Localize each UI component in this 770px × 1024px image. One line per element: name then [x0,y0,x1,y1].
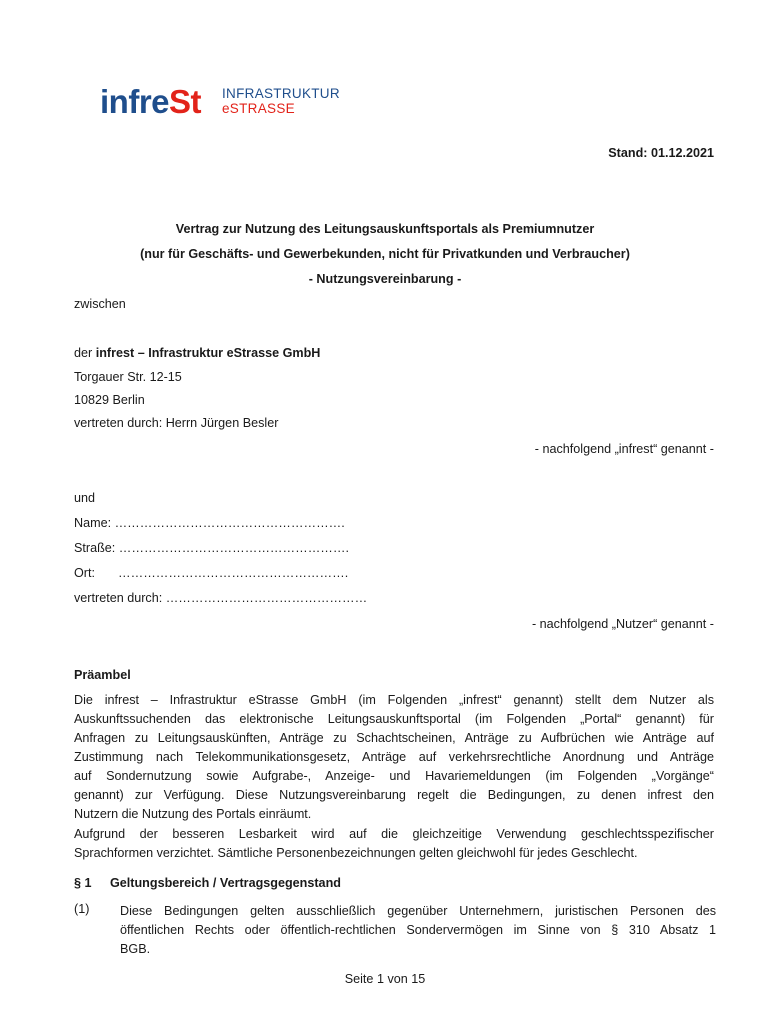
preamble-paragraph-1 [74,691,714,824]
item-line: öffentlichen Rechts oder öffentlich-rechtlichen Sondervermögen im Sinne von § 310 Absatz 1 [120,923,716,937]
party1-name-line [74,346,320,360]
logo-word-part2: St [169,83,202,120]
party2-city-field[interactable]: ………………………………………………. [118,566,349,580]
title-line2: (nur für Geschäfts- und Gewerbekunden, nicht für Privatkunden und Verbraucher) [140,247,630,261]
logo-word-part1: infre [100,83,170,120]
section-1-item-1-number: (1) [74,902,90,916]
party1-represented: vertreten durch: Herrn Jürgen Besler [74,416,279,430]
preamble-p2-line: Sprachformen verzichtet. Sämtliche Personenbezeichnungen gelten gleichwohl für jedes Geschlecht. [74,846,638,860]
section-1-item-1-text [120,902,716,959]
title-line1: Vertrag zur Nutzung des Leitungsauskunftsportals als Premiumnutzer [175,222,595,236]
preamble-p1-line: Anfragen zu Leitungsauskünften, Anträge zu Schachtscheinen, Anträge zu Aufbrüchen wie Anträge auf [74,731,714,745]
between-label: zwischen [74,297,126,311]
party2-represented-field[interactable]: vertreten durch: ………………………………………… [74,591,368,605]
section-1-title: Geltungsbereich / Vertragsgegenstand [110,876,341,890]
title-line3: - Nutzungsvereinbarung - [308,272,462,286]
stand-date: Stand: 01.12.2021 [608,146,714,160]
section-1-number: § 1 [74,876,92,890]
preamble-p1-line: Zustimmung nach Telekommunikationsgesetz, Anträge auf verkehrsrechtliche Anordnung und Anträge [74,750,714,764]
preamble-p1-line: Nutzern die Nutzung des Portals einräumt. [74,807,312,821]
preamble-paragraph-2 [74,825,714,863]
preamble-p1-line: auf Sondernutzung sowie Aufgrabe-, Anzeige- und Havariemeldungen (im Folgenden „Vorgänge“ [74,769,714,783]
item-line: Diese Bedingungen gelten ausschließlich gegenüber Unternehmern, juristischen Personen des [120,904,716,918]
preamble-p1-line: genannt) zur Verfügung. Diese Nutzungsvereinbarung regelt die Bedingungen, zu denen infrest den [74,788,714,802]
party1-prefix: der [74,346,96,360]
party2-hereinafter: - nachfolgend „Nutzer“ genannt - [531,617,714,631]
item-line: BGB. [120,942,151,956]
section-1-heading [74,876,341,890]
logo-line2: eSTRASSE [222,101,295,116]
party1-city: 10829 Berlin [74,393,145,407]
preamble-heading: Präambel [74,668,131,682]
logo-subtitle [222,86,340,116]
party1-street: Torgauer Str. 12-15 [74,370,182,384]
infrest-logo [100,82,360,122]
party1-name: infrest – Infrastruktur eStrasse GmbH [95,346,321,360]
party2-name-field[interactable]: Name: ………………………………………………. [74,516,345,530]
logo-wordmark [100,82,201,122]
preamble-p1-line: Auskunftssuchenden das elektronische Leitungsauskunftsportal (im Folgenden „Portal“ genannt) für [74,712,714,726]
logo-line1: INFRASTRUKTUR [222,86,340,101]
page-footer: Seite 1 von 15 [344,972,426,986]
party2-city-label: Ort: [74,566,95,580]
party2-street-field[interactable]: Straße: ………………………………………………. [74,541,349,555]
party1-hereinafter: - nachfolgend „infrest“ genannt - [534,442,714,456]
and-label: und [74,491,96,505]
preamble-p1-line: Die infrest – Infrastruktur eStrasse GmbH (im Folgenden „infrest“ genannt) stellt dem Nutzer als [74,693,714,707]
preamble-p2-line: Aufgrund der besseren Lesbarkeit wird auf die gleichzeitige Verwendung geschlechtsspezifischer [74,827,714,841]
